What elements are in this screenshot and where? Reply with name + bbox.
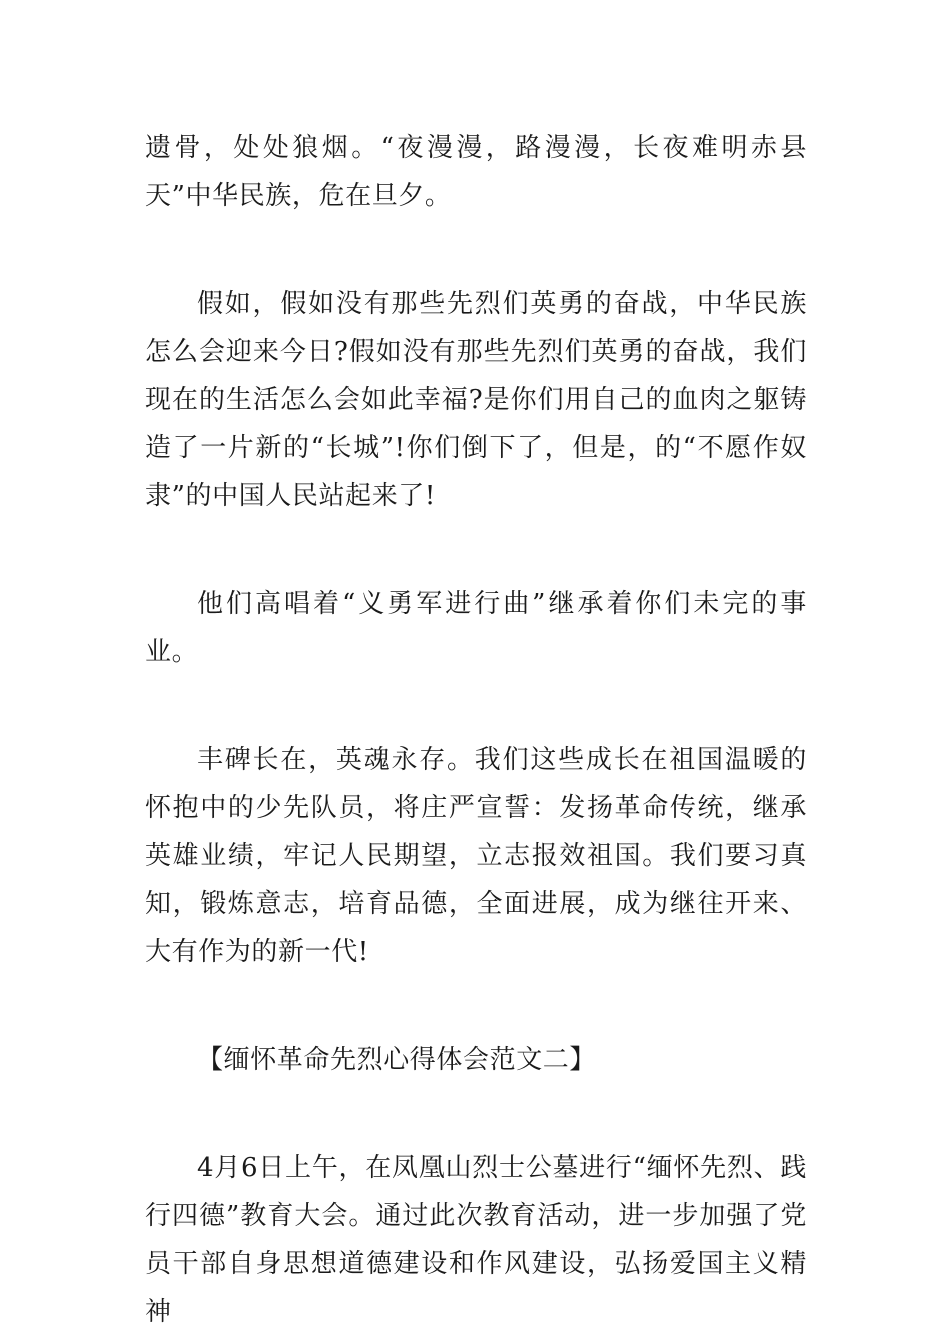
- paragraph-oath: 丰碑长在，英魂永存。我们这些成长在祖国温暖的怀抱中的少先队员，将庄严宣誓：发扬革命传统，继承英雄业绩，牢记人民期望，立志报效祖国。我们要习真知，锻炼意志，培育品德，全面进展，成为继往开来、大有作为的新一代!: [145, 745, 807, 967]
- paragraph-gap: [145, 976, 807, 1036]
- document-body: [145, 124, 807, 1336]
- paragraph-gap: [145, 520, 807, 580]
- paragraph-gap: [145, 220, 807, 280]
- paragraph-anthem: 他们高唱着“义勇军进行曲”继承着你们未完的事业。: [145, 589, 807, 667]
- section-heading: 【缅怀革命先烈心得体会范文二】: [197, 1045, 597, 1075]
- paragraph-continuation: 遗骨，处处狼烟。“夜漫漫，路漫漫，长夜难明赤县天”中华民族，危在旦夕。: [145, 133, 807, 211]
- paragraph-if-martyrs: 假如，假如没有那些先烈们英勇的奋战，中华民族怎么会迎来今日?假如没有那些先烈们英勇的奋战，我们现在的生活怎么会如此幸福?是你们用自己的血肉之躯铸造了一片新的“长城”!你们倒下了，但是，的“不愿作奴隶”的中国人民站起来了!: [145, 289, 807, 511]
- paragraph-gap: [145, 676, 807, 736]
- paragraph-ceremony: 4月6日上午，在凤凰山烈士公墓进行“缅怀先烈、践行四德”教育大会。通过此次教育活动，进一步加强了党员干部自身思想道德建设和作风建设，弘扬爱国主义精神: [145, 1153, 807, 1327]
- paragraph-gap: [145, 1084, 807, 1144]
